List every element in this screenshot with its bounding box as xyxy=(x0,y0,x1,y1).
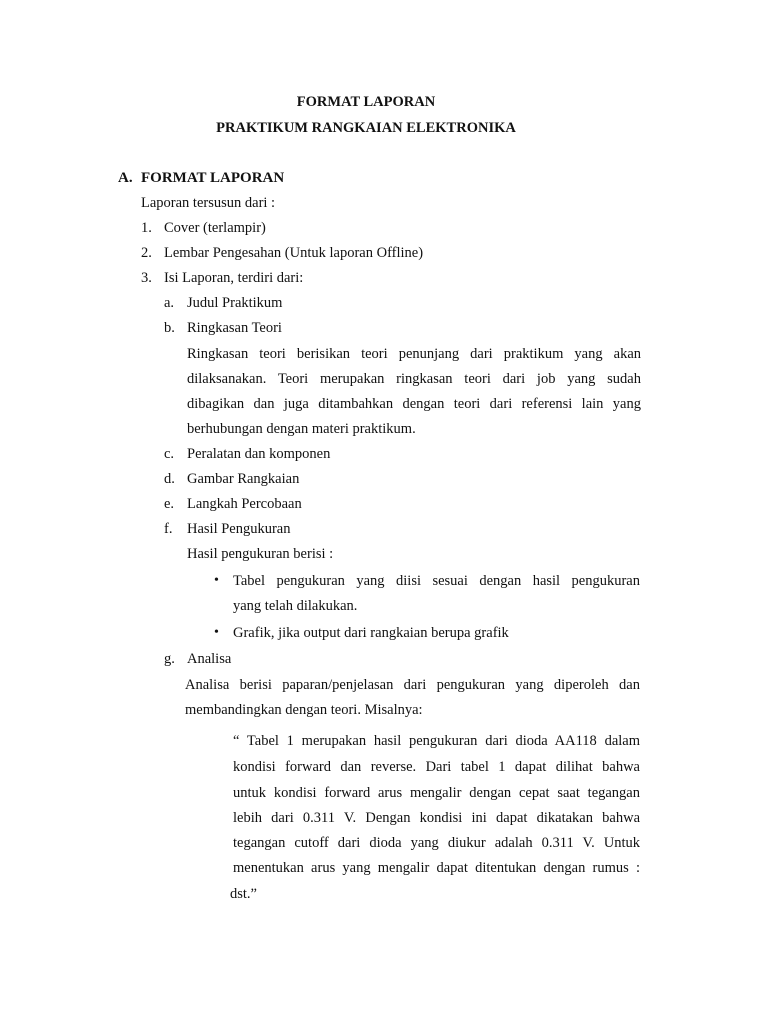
bullet-text-line: Grafik, jika output dari rangkaian berupa grafik xyxy=(233,625,509,641)
item-text: Cover (terlampir) xyxy=(164,220,266,236)
subitem-letter: b. xyxy=(164,320,175,336)
section-a-intro: Laporan tersusun dari : xyxy=(141,195,276,211)
doc-title-line1: FORMAT LAPORAN xyxy=(296,94,436,110)
bullet-text-line: Tabel pengukuran yang diisi sesuai dengan hasil pengukuran xyxy=(233,573,640,589)
subitem-desc-line: dilaksanakan. Teori merupakan ringkasan teori dari job yang sudah xyxy=(187,371,641,387)
subitem-text: Ringkasan Teori xyxy=(187,320,282,336)
subitem-desc-line: berhubungan dengan materi praktikum. xyxy=(187,421,416,437)
subitem-text: Hasil Pengukuran xyxy=(187,521,291,537)
quote-line: lebih dari 0.311 V. Dengan kondisi ini dapat dikatakan bahwa xyxy=(233,810,640,826)
subitem-desc-line: Ringkasan teori berisikan teori penunjang dari praktikum yang akan xyxy=(187,346,641,362)
item-text: Isi Laporan, terdiri dari: xyxy=(164,270,304,286)
subitem-letter: g. xyxy=(164,651,175,667)
subitem-desc: Hasil pengukuran berisi : xyxy=(187,546,334,562)
section-a-marker: A. xyxy=(118,170,133,186)
subitem-text: Judul Praktikum xyxy=(187,295,283,311)
quote-line: kondisi forward dan reverse. Dari tabel 1 dapat dilihat bahwa xyxy=(233,759,640,775)
doc-title-line2: PRAKTIKUM RANGKAIAN ELEKTRONIKA xyxy=(216,120,516,136)
subitem-desc-line: membandingkan dengan teori. Misalnya: xyxy=(185,702,423,718)
subitem-letter: a. xyxy=(164,295,175,311)
item-number: 2. xyxy=(141,245,152,261)
subitem-text: Gambar Rangkaian xyxy=(187,471,300,487)
subitem-letter: d. xyxy=(164,471,175,487)
quote-line: tegangan cutoff dari dioda yang diukur adalah 0.311 V. Untuk xyxy=(233,835,640,851)
subitem-text: Langkah Percobaan xyxy=(187,496,302,512)
quote-line: “ Tabel 1 merupakan hasil pengukuran dari dioda AA118 dalam xyxy=(233,733,640,749)
subitem-text: Peralatan dan komponen xyxy=(187,446,331,462)
item-number: 3. xyxy=(141,270,152,286)
bullet-text-line: yang telah dilakukan. xyxy=(233,598,358,614)
bullet-icon: • xyxy=(214,625,219,640)
quote-line: menentukan arus yang mengalir dapat ditentukan dengan rumus : xyxy=(233,860,640,876)
subitem-text: Analisa xyxy=(187,651,232,667)
subitem-letter: c. xyxy=(164,446,175,462)
quote-line: dst.” xyxy=(230,886,257,902)
quote-line: untuk kondisi forward arus mengalir dengan cepat saat tegangan xyxy=(233,785,640,801)
item-number: 1. xyxy=(141,220,152,236)
subitem-desc-line: Analisa berisi paparan/penjelasan dari pengukuran yang diperoleh dan xyxy=(185,677,640,693)
subitem-desc-line: dibagikan dan juga ditambahkan dengan teori dari referensi lain yang xyxy=(187,396,641,412)
subitem-letter: e. xyxy=(164,496,175,512)
subitem-letter: f. xyxy=(164,521,173,537)
item-text: Lembar Pengesahan (Untuk laporan Offline) xyxy=(164,245,424,261)
bullet-icon: • xyxy=(214,573,219,588)
section-a-heading: FORMAT LAPORAN xyxy=(141,170,285,186)
